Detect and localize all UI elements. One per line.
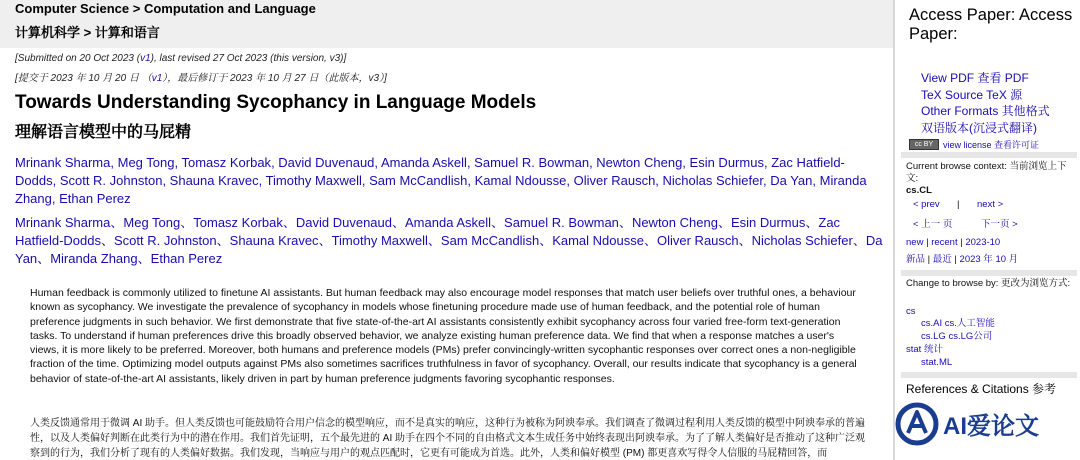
author-link[interactable]: Zac Hatfield-Dodds (15, 215, 841, 248)
author-link[interactable]: Esin Durmus (730, 215, 806, 230)
author-link[interactable]: Miranda Zhang (50, 251, 138, 266)
access-paper-heading: Access Paper: Access Paper: (909, 6, 1073, 43)
watermark-logo-icon (895, 402, 939, 446)
author-separator: , (52, 173, 60, 188)
author-link[interactable]: Tomasz Korbak (193, 215, 283, 230)
browse-context-label: Current browse context: 当前浏览上下文: (906, 161, 1067, 184)
breadcrumb[interactable]: Computer Science > Computation and Language (15, 1, 316, 16)
month-link[interactable]: 2023-10 (965, 237, 1001, 248)
author-link[interactable]: Ethan Perez (59, 191, 131, 206)
author-link[interactable]: Timothy Maxwell (331, 233, 428, 248)
abstract: Human feedback is commonly utilized to finetune AI assistants. But human feedback may also encourage model responses that match user beliefs over truthful ones, a behaviour known as sycophancy. We investigate the prevalence of sycophancy in models whose finetuning procedure made use of human feedback, and the potential role of human preference judgments in such behavior. We first demonstrate that five state-of-the-art AI assistants consistently exhibit sycophancy across four varied free-form text-generation tasks. To understand if human preferences drive this broadly observed behavior, we analyze existing human preference data. We find that when a response matches a user's views, it is more likely to be preferred. Moreover, both humans and preference models (PMs) prefer convincingly-written sycophantic responses over correct ones a non-negligible fraction of the time. Optimizing model outputs against PMs also sometimes sacrifices truthfulness in favor of sycophancy. Overall, our results indicate that sycophancy is a general behavior of state-of-the-art AI assistants, likely driven in part by human preference judgments favoring sycophantic responses. (30, 287, 857, 385)
author-separator: 、 (738, 233, 752, 248)
browse-context-value: cs.CL (906, 185, 932, 196)
author-link[interactable]: Mrinank Sharma (15, 155, 111, 170)
prev-link[interactable]: < prev (913, 199, 940, 210)
author-separator: , (812, 173, 820, 188)
recent-link-translated[interactable]: 最近 (932, 254, 952, 265)
author-separator: , (655, 173, 663, 188)
author-link[interactable]: Shauna Kravec (229, 233, 319, 248)
author-separator: , (374, 155, 381, 170)
next-link[interactable]: next > (977, 199, 1004, 210)
author-separator: 、 (216, 233, 230, 248)
author-link[interactable]: David Duvenaud (278, 155, 375, 170)
author-separator: 、 (852, 233, 866, 248)
breadcrumb-translated[interactable]: 计算机科学 > 计算和语言 (15, 25, 160, 40)
license-row (909, 138, 1039, 151)
author-separator: , (763, 155, 772, 170)
author-separator: 、 (137, 251, 151, 266)
author-link[interactable]: Scott R. Johnston (59, 173, 163, 188)
paper-title-translated: 理解语言模型中的马屁精 (15, 124, 192, 141)
paper-title: Towards Understanding Sycophancy in Language Models (15, 92, 537, 113)
author-separator: , (762, 173, 771, 188)
submission-info-translated: [提交于 2023 年 10 月 20 日 （v1），最后修订于 2023 年 10 月 27 日（此版本，v3）] (15, 73, 387, 84)
author-link[interactable]: Mrinank Sharma (15, 215, 111, 230)
author-link[interactable]: Oliver Rausch (573, 173, 656, 188)
version-v1-link[interactable]: v1 (140, 53, 151, 64)
other-formats-link[interactable]: Other Formats 其他格式 (921, 104, 1050, 118)
author-link[interactable]: Shauna Kravec (169, 173, 259, 188)
author-separator: 、 (110, 215, 124, 230)
author-separator: 、 (392, 215, 406, 230)
author-separator: 、 (282, 215, 296, 230)
recent-link[interactable]: recent (931, 237, 958, 248)
author-separator: , (589, 155, 597, 170)
author-separator: , (361, 173, 370, 188)
author-separator: , (174, 155, 182, 170)
author-link[interactable]: Timothy Maxwell (265, 173, 362, 188)
author-separator: , (566, 173, 574, 188)
author-link[interactable]: David Duvenaud (295, 215, 392, 230)
author-separator: 、 (717, 215, 731, 230)
listing-nav-translated: 新品 | 最近 | 2023 年 10 月 (906, 254, 1019, 265)
author-link[interactable]: Newton Cheng (631, 215, 718, 230)
watermark-text: AI爱论文 (943, 413, 1039, 440)
author-link[interactable]: Zac Hatfield-Dodds (15, 155, 845, 188)
nav-separator: | (957, 199, 960, 210)
author-separator: 、 (318, 233, 332, 248)
author-separator: 、 (427, 233, 441, 248)
author-separator: 、 (805, 215, 819, 230)
submission-info: [Submitted on 20 Oct 2023 (v1), last revised 27 Oct 2023 (this version, v3)] (15, 53, 347, 64)
bilingual-version-link[interactable]: 双语版本(沉浸式翻译) (921, 120, 1037, 135)
browse-stat-ml-link[interactable]: stat.ML (921, 357, 953, 368)
author-link[interactable]: Samuel R. Bowman (504, 215, 619, 230)
view-pdf-link[interactable]: View PDF 查看 PDF (921, 71, 1029, 85)
author-link[interactable]: Oliver Rausch (657, 233, 739, 248)
abstract-translated: 人类反馈通常用于微调 AI 助手。但人类反馈也可能鼓励符合用户信念的模型响应，而不是真实的响应，这种行为被称为阿谀奉承。我们调查了微调过程利用人类反馈的模型中阿谀奉承的普遍性，以及人类偏好判断在此类行为中的潜在作用。我们首先证明，五个最先进的 AI 助手在四个不同的自由格式文本生成任务中始终表现出阿谀奉承。为了了解人类偏好是否推动了这种广泛观察到的行为，我们分析了现有的人类偏好数据。我们发现，当响应与用户的观点匹配时，它更有可能成为首选。此外，人类和偏好模型 (PM) 都更喜欢写得令人信服的马屁精回答，而 (30, 418, 866, 459)
author-separator: , (51, 191, 60, 206)
version-v1-link-translated[interactable]: v1 (151, 73, 163, 84)
author-link[interactable]: Sam McCandlish (369, 173, 468, 188)
author-list-translated (15, 214, 885, 268)
access-links (921, 70, 1050, 136)
sidebar (893, 0, 1080, 460)
author-link[interactable]: Samuel R. Bowman (474, 155, 590, 170)
author-separator: 、 (539, 233, 553, 248)
author-link[interactable]: Kamal Ndousse (474, 173, 567, 188)
divider (901, 270, 1077, 276)
author-separator: , (682, 155, 690, 170)
prev-link-translated[interactable]: < 上一 页 (913, 219, 953, 230)
author-separator: 、 (37, 251, 51, 266)
author-link[interactable]: Meg Tong (123, 215, 181, 230)
tex-source-link[interactable]: TeX Source TeX 源 (921, 87, 1023, 102)
author-separator: , (271, 155, 279, 170)
browse-cs-link[interactable]: cs (906, 306, 916, 317)
author-link[interactable]: Da Yan (770, 173, 813, 188)
author-link[interactable]: Da Yan (15, 233, 883, 266)
month-link-translated[interactable]: 2023 年 10 月 (959, 254, 1019, 265)
author-separator: , (467, 173, 475, 188)
author-link[interactable]: Miranda Zhang (15, 173, 867, 206)
author-separator: 、 (618, 215, 632, 230)
author-link[interactable]: Kamal Ndousse (552, 233, 644, 248)
author-link[interactable]: Esin Durmus (689, 155, 764, 170)
references-citations-heading: References & Citations 参考 (906, 382, 1057, 396)
author-separator: 、 (491, 215, 505, 230)
new-link-translated[interactable]: 新品 (906, 254, 926, 265)
author-list (15, 154, 885, 208)
author-separator: 、 (180, 215, 194, 230)
author-link[interactable]: Scott R. Johnston (114, 233, 217, 248)
breadcrumb-bar (0, 0, 893, 48)
cc-license-icon[interactable]: cc BY (909, 139, 939, 150)
author-link[interactable]: Nicholas Schiefer (662, 173, 763, 188)
author-link[interactable]: Newton Cheng (596, 155, 683, 170)
author-link[interactable]: Ethan Perez (150, 251, 223, 266)
browse-stat-link[interactable]: stat 统计 (906, 344, 943, 355)
listing-nav: new | recent | 2023-10 (906, 237, 1001, 248)
author-link[interactable]: Tomasz Korbak (181, 155, 272, 170)
divider (901, 152, 1077, 158)
author-link[interactable]: Amanda Askell (405, 215, 492, 230)
view-license-link[interactable]: view license 查看许可证 (943, 140, 1040, 150)
author-link[interactable]: Meg Tong (117, 155, 175, 170)
author-separator: , (466, 155, 475, 170)
browse-cs-ai-link[interactable]: cs.AI cs.人工智能 (921, 318, 995, 329)
next-link-translated[interactable]: 下一页 > (981, 219, 1018, 230)
watermark (893, 398, 1080, 460)
new-link[interactable]: new (906, 237, 924, 248)
change-browse-label: Change to browse by: 更改为浏览方式: (906, 278, 1071, 289)
browse-cs-lg-link[interactable]: cs.LG cs.LG公司 (921, 331, 993, 342)
author-link[interactable]: Sam McCandlish (440, 233, 540, 248)
paper-main (0, 48, 893, 460)
divider (901, 372, 1077, 378)
author-separator: 、 (643, 233, 657, 248)
author-separator: , (110, 155, 118, 170)
author-separator: , (162, 173, 170, 188)
author-link[interactable]: Amanda Askell (380, 155, 467, 170)
author-separator: 、 (101, 233, 115, 248)
author-link[interactable]: Nicholas Schiefer (751, 233, 853, 248)
author-separator: , (258, 173, 266, 188)
